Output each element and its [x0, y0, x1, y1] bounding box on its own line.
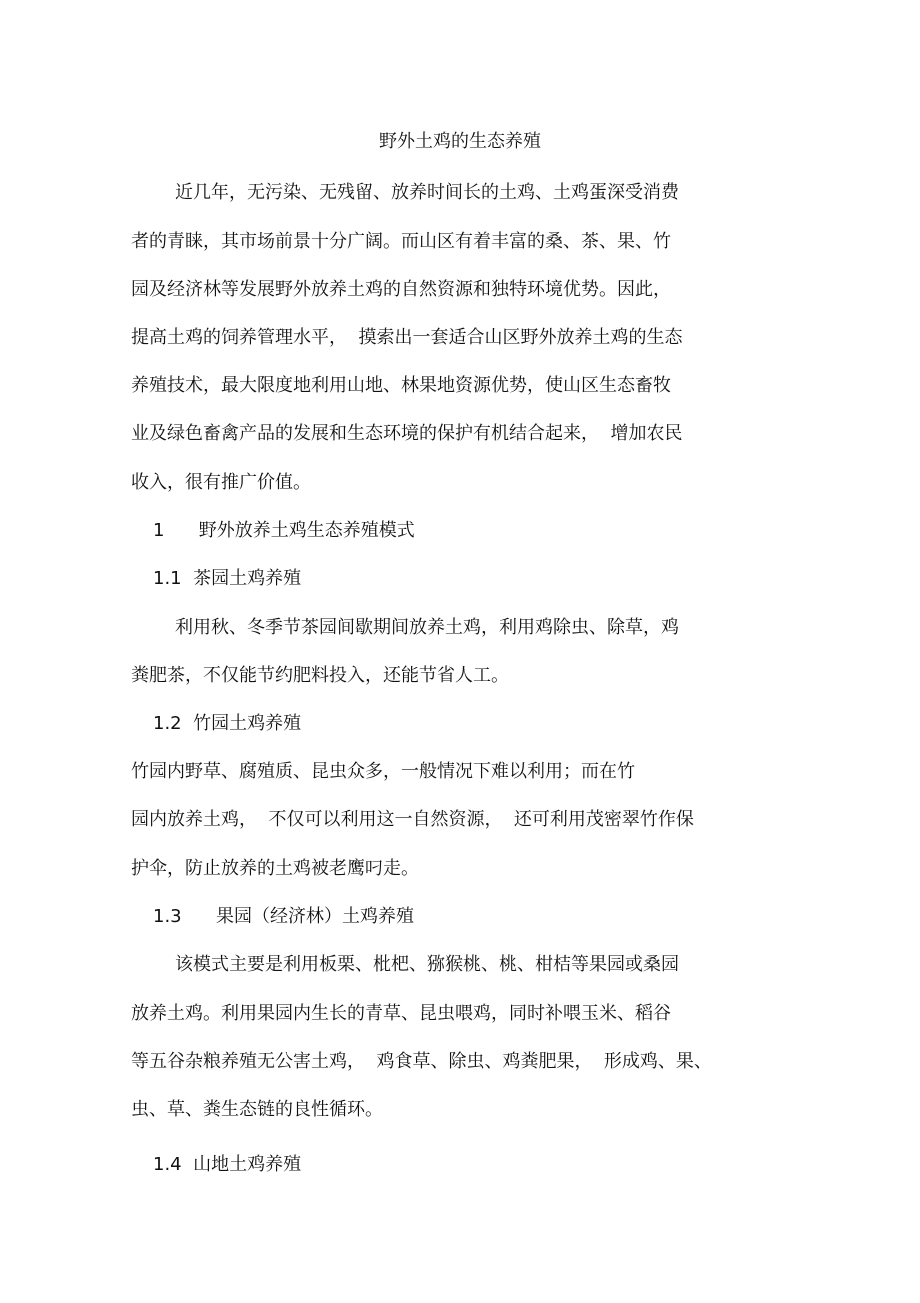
- body-line: 竹园内野草、腐殖质、昆虫众多，一般情况下难以利用；而在竹: [131, 761, 635, 782]
- subsection-heading: 1.2 竹园土鸡养殖: [153, 713, 302, 734]
- intro-line: 园及经济林等发展野外放养土鸡的自然资源和独特环境优势。因此，: [131, 279, 671, 300]
- subsection-heading: 1.1 茶园土鸡养殖: [153, 568, 302, 589]
- intro-line: 近几年，无污染、无残留、放养时间长的土鸡、土鸡蛋深受消费: [175, 182, 679, 203]
- intro-line: 收入，很有推广价值。: [131, 472, 311, 493]
- section-heading: 1 野外放养土鸡生态养殖模式: [153, 520, 415, 541]
- body-line: 粪肥茶，不仅能节约肥料投入，还能节省人工。: [131, 665, 509, 686]
- intro-line: 者的青睐，其市场前景十分广阔。而山区有着丰富的桑、茶、果、竹: [131, 231, 671, 252]
- body-line: 利用秋、冬季节茶园间歇期间放养土鸡，利用鸡除虫、除草，鸡: [175, 617, 679, 638]
- intro-line: 养殖技术，最大限度地利用山地、林果地资源优势，使山区生态畜牧: [131, 375, 671, 396]
- intro-line: 提高土鸡的饲养管理水平， 摸索出一套适合山区野外放养土鸡的生态: [131, 327, 683, 348]
- subsection-heading: 1.4 山地土鸡养殖: [153, 1154, 302, 1175]
- body-line: 护伞，防止放养的土鸡被老鹰叼走。: [131, 858, 419, 879]
- subsection-heading: 1.3 果园（经济林）土鸡养殖: [153, 906, 414, 927]
- body-line: 园内放养土鸡， 不仅可以利用这一自然资源， 还可利用茂密翠竹作保: [131, 809, 694, 830]
- body-line: 放养土鸡。利用果园内生长的青草、昆虫喂鸡，同时补喂玉米、稻谷: [131, 1003, 671, 1024]
- document-title: 野外土鸡的生态养殖: [379, 131, 541, 152]
- intro-line: 业及绿色畜禽产品的发展和生态环境的保护有机结合起来， 增加农民: [131, 423, 683, 444]
- body-line: 等五谷杂粮养殖无公害土鸡， 鸡食草、除虫、鸡粪肥果， 形成鸡、果、: [131, 1051, 712, 1072]
- body-line: 该模式主要是利用板栗、枇杷、猕猴桃、桃、柑桔等果园或桑园: [175, 954, 679, 975]
- body-line: 虫、草、粪生态链的良性循环。: [131, 1099, 383, 1120]
